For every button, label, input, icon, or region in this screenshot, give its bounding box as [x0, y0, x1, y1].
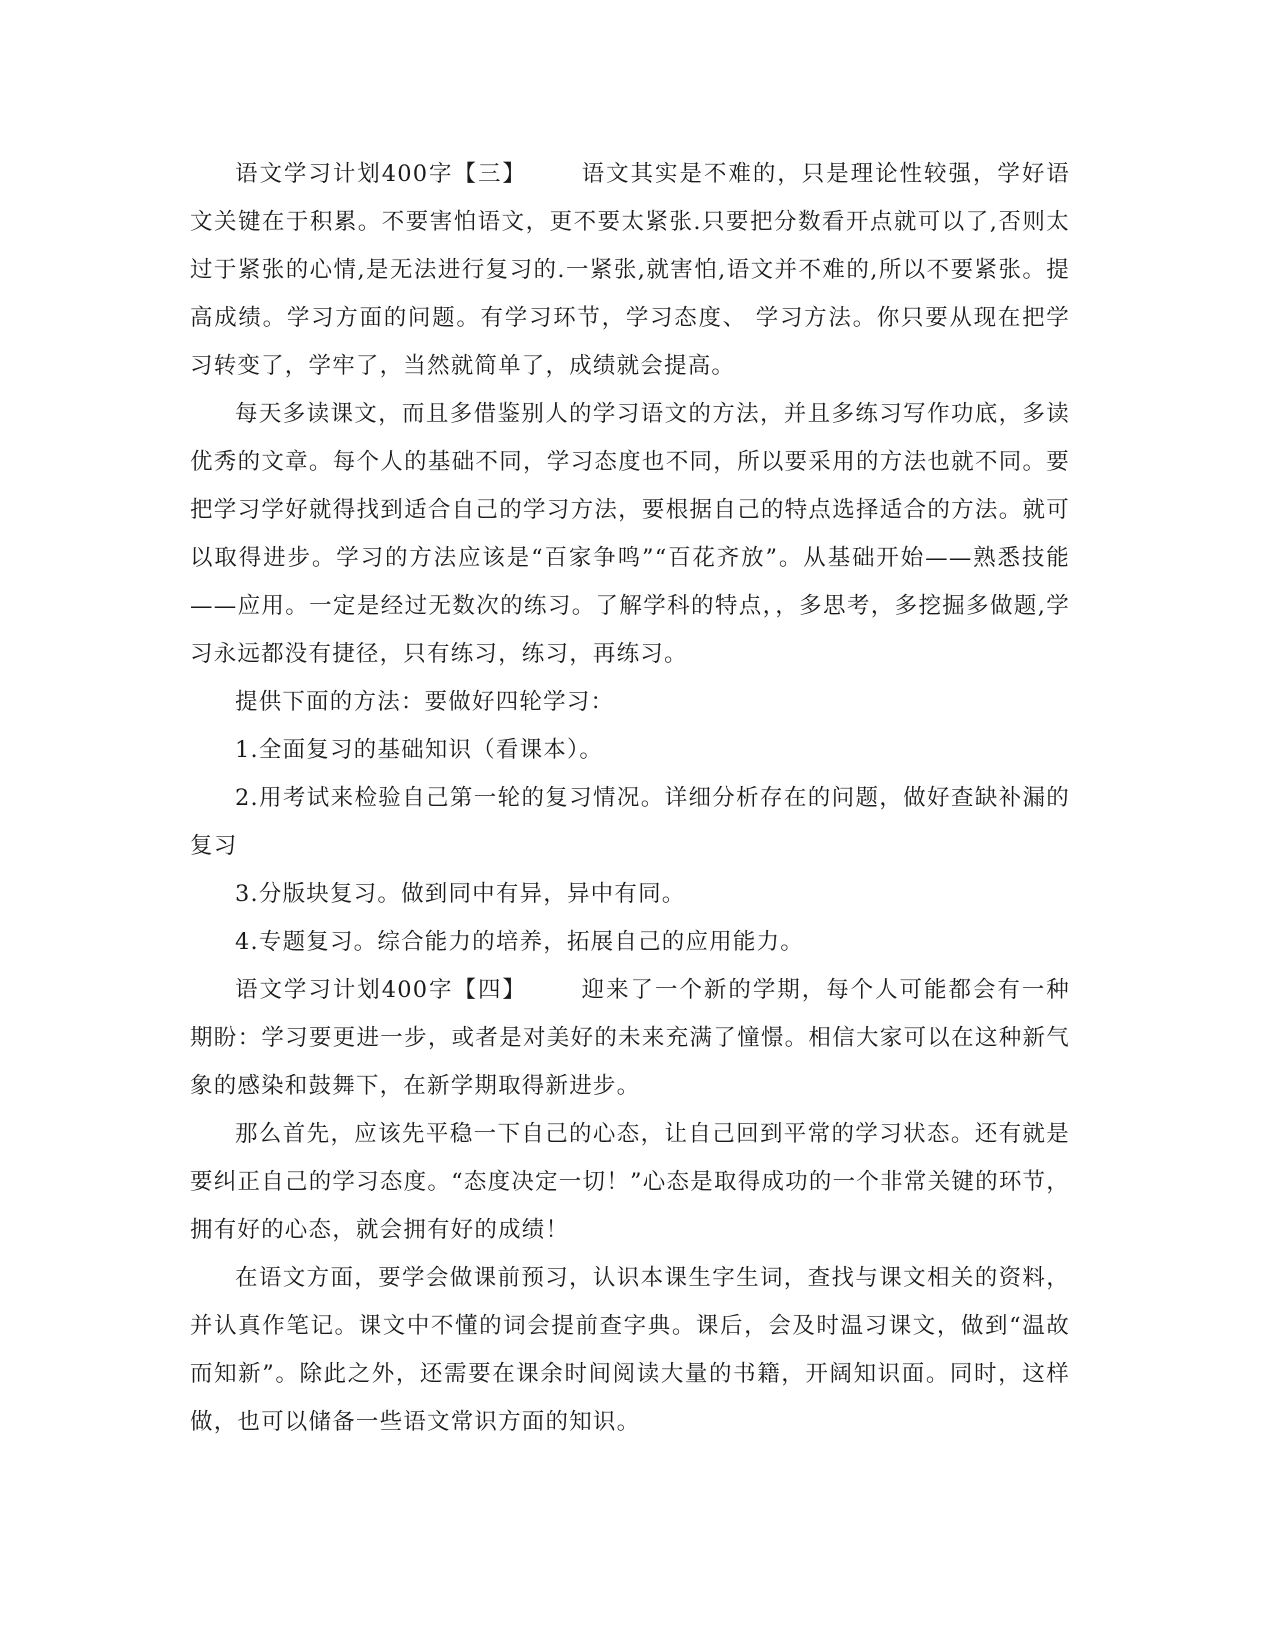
section4-intro-paragraph [190, 966, 1070, 1110]
section3-paragraph-3: 提供下面的方法：要做好四轮学习： [235, 689, 615, 715]
section3-intro-text: 语文其实是不难的，只是理论性较强，学好语文关键在于积累。不要害怕语文，更不要太紧张.只要把分数看开点就可以了,否则太过于紧张的心情,是无法进行复习的.一紧张,就害怕,语文并不难的,所以不要紧张。提高成绩。学习方面的问题。有学习环节，学习态度、 学习方法。你只要从现在把学习转变了，学牢了，当然就简单了，成绩就会提高。 [190, 161, 1070, 379]
section3-heading: 语文学习计划400字【三】 [235, 161, 527, 187]
list-item: 2.用考试来检验自己第一轮的复习情况。详细分析存在的问题，做好查缺补漏的复习 [190, 785, 1070, 859]
section4-paragraph-2: 那么首先，应该先平稳一下自己的心态，让自己回到平常的学习状态。还有就是要纠正自己的学习态度。“态度决定一切！”心态是取得成功的一个非常关键的环节，拥有好的心态，就会拥有好的成绩！ [190, 1121, 1070, 1243]
list-item: 3.分版块复习。做到同中有异，异中有同。 [235, 881, 686, 907]
section4-paragraph-3: 在语文方面，要学会做课前预习，认识本课生字生词，查找与课文相关的资料，并认真作笔记。课文中不懂的词会提前查字典。课后，会及时温习课文，做到“温故而知新”。除此之外，还需要在课余时间阅读大量的书籍，开阔知识面。同时，这样做，也可以储备一些语文常识方面的知识。 [190, 1265, 1070, 1435]
section4-intro-text: 迎来了一个新的学期，每个人可能都会有一种期盼：学习要更进一步，或者是对美好的未来充满了憧憬。相信大家可以在这种新气象的感染和鼓舞下，在新学期取得新进步。 [190, 977, 1070, 1099]
section3-paragraph-2: 每天多读课文，而且多借鉴别人的学习语文的方法，并且多练习写作功底，多读优秀的文章。每个人的基础不同，学习态度也不同，所以要采用的方法也就不同。要把学习学好就得找到适合自己的学习方法，要根据自己的特点选择适合的方法。就可以取得进步。学习的方法应该是“百家争鸣”“百花齐放”。从基础开始——熟悉技能——应用。一定是经过无数次的练习。了解学科的特点，，多思考，多挖掘多做题,学习永远都没有捷径，只有练习，练习，再练习。 [190, 401, 1070, 667]
list-item: 4.专题复习。综合能力的培养，拓展自己的应用能力。 [235, 929, 804, 955]
document-page [190, 150, 1070, 1446]
list-item: 1.全面复习的基础知识（看课本）。 [235, 737, 604, 763]
section4-heading: 语文学习计划400字【四】 [235, 977, 527, 1003]
section3-intro-paragraph [190, 150, 1070, 390]
